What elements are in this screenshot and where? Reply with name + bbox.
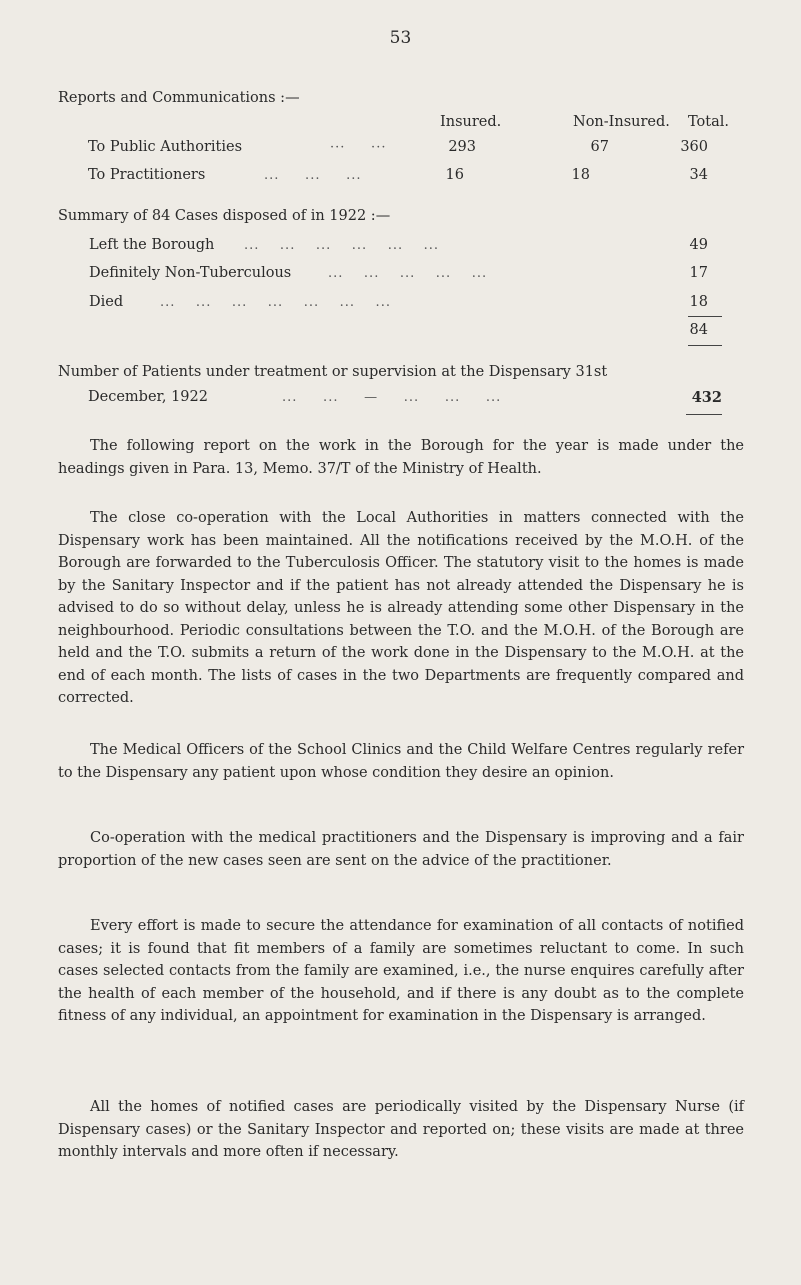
summary-value: 18 bbox=[689, 294, 708, 310]
row-label: Died bbox=[89, 294, 124, 310]
leader-dots: ··· ··· bbox=[330, 140, 387, 155]
patients-line-1: Number of Patients under treatment or supervision at the Dispensary 31st bbox=[58, 364, 608, 380]
patients-row bbox=[0, 389, 801, 411]
cell-total: 360 bbox=[680, 139, 708, 155]
list-item bbox=[0, 265, 801, 287]
column-header-insured: Insured. bbox=[440, 114, 502, 130]
leader-dots: ... ... ... ... ... bbox=[328, 266, 488, 281]
sum-rule bbox=[688, 345, 722, 346]
paragraph: Every effort is made to secure the attendance for examination of all contacts of notified cases; it is found that fit members of a family are sometimes reluctant to come. In such cases selected contacts from the family are examined, i.e., the nurse enquires carefully after the health of each member of the household, and if there is any doubt as to the complete fitness of any individual, an appointment for examination in the Dispensary is arranged. bbox=[58, 918, 744, 1024]
leader-dots: ... ... — ... ... ... bbox=[282, 390, 502, 405]
paragraph: Co-operation with the medical practitioners and the Dispensary is improving and a fair proportion of the new cases seen are sent on the advice of the practitioner. bbox=[58, 830, 744, 869]
table-row bbox=[0, 167, 801, 189]
leader-dots: ... ... ... bbox=[264, 168, 362, 183]
paragraph: The Medical Officers of the School Clinics and the Child Welfare Centres regularly refer to the Dispensary any patient upon whose condition they desire an opinion. bbox=[58, 742, 744, 781]
cell-non-insured: 67 bbox=[590, 139, 609, 155]
paragraph: All the homes of notified cases are periodically visited by the Dispensary Nurse (if Dispensary cases) or the Sanitary Inspector and reported on; these visits are made at three monthly intervals and more often if necessary. bbox=[58, 1099, 744, 1160]
summary-total: 84 bbox=[689, 322, 708, 338]
paragraph: The close co-operation with the Local Authorities in matters connected with the Dispensary work has been maintained. All the notifications received by the M.O.H. of the Borough are forwarded to the Tuberculosis Officer. The statutory visit to the homes is made by the Sanitary Inspector and if the patient has not already attended the Dispensary he is advised to do so without delay, unless he is already attending some other Dispensary in the neighbourhood. Periodic consultations between the T.O. and the M.O.H. of the Borough are held and the T.O. submits a return of the work done in the Dispensary to the M.O.H. at the end of each month. The lists of cases in the two Departments are frequently compared and corrected. bbox=[58, 510, 744, 706]
cell-insured: 16 bbox=[445, 167, 464, 183]
patients-line-2: December, 1922 bbox=[88, 389, 208, 405]
reports-heading: Reports and Communications :— bbox=[58, 90, 300, 106]
leader-dots: ... ... ... ... ... ... bbox=[244, 238, 440, 253]
cell-total: 34 bbox=[689, 167, 708, 183]
leader-dots: ... ... ... ... ... ... ... bbox=[160, 295, 391, 310]
row-label: Definitely Non-Tuberculous bbox=[89, 265, 292, 281]
patients-value: 432 bbox=[691, 389, 722, 406]
sum-rule bbox=[686, 414, 722, 415]
table-row bbox=[0, 139, 801, 161]
summary-value: 49 bbox=[689, 237, 708, 253]
cell-non-insured: 18 bbox=[571, 167, 590, 183]
paragraph: The following report on the work in the Borough for the year is made under the headings given in Para. 13, Memo. 37/T of the Ministry of Health. bbox=[58, 438, 744, 477]
summary-total-row bbox=[0, 322, 801, 344]
column-header-total: Total. bbox=[688, 114, 729, 130]
list-item bbox=[0, 294, 801, 316]
summary-value: 17 bbox=[689, 265, 708, 281]
summary-heading: Summary of 84 Cases disposed of in 1922 :— bbox=[58, 208, 391, 224]
sum-rule bbox=[688, 316, 722, 317]
cell-insured: 293 bbox=[448, 139, 476, 155]
row-label: To Practitioners bbox=[88, 167, 206, 183]
list-item bbox=[0, 237, 801, 259]
row-label: Left the Borough bbox=[89, 237, 215, 253]
row-label: To Public Authorities bbox=[88, 139, 243, 155]
column-header-non-insured: Non-Insured. bbox=[573, 114, 670, 130]
page-number: 53 bbox=[389, 28, 412, 48]
